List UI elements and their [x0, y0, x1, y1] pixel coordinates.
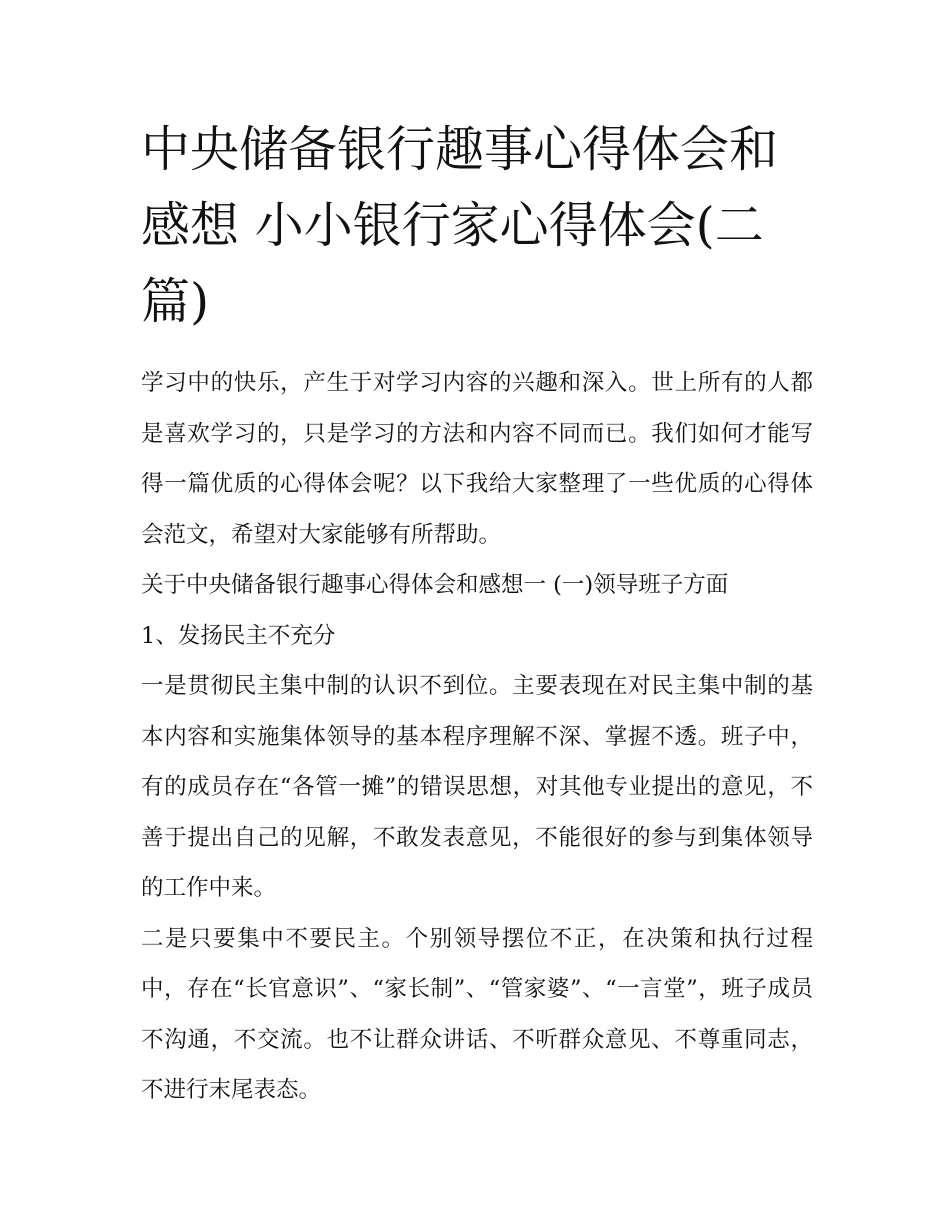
- paragraph-point-two: 二是只要集中不要民主。个别领导摆位不正，在决策和执行过程中，存在“长官意识”、“家长制”、“管家婆”、“一言堂”，班子成员不沟通，不交流。也不让群众讲话、不听群众意见、不尊重同志，不进行末尾表态。: [141, 925, 813, 1103]
- paragraph-subheading: 1、发扬民主不充分: [141, 622, 336, 649]
- paragraph-section-heading: 关于中央储备银行趣事心得体会和感想一 (一)领导班子方面: [141, 572, 729, 598]
- paragraph-intro: 学习中的快乐，产生于对学习内容的兴趣和深入。世上所有的人都是喜欢学习的，只是学习的方法和内容不同而已。我们如何才能写得一篇优质的心得体会呢？以下我给大家整理了一些优质的心得体会范文，希望对大家能够有所帮助。: [141, 370, 813, 548]
- paragraph-point-one: 一是贯彻民主集中制的认识不到位。主要表现在对民主集中制的基本内容和实施集体领导的基本程序理解不深、掌握不透。班子中，有的成员存在“各管一摊”的错误思想，对其他专业提出的意见，不善于提出自己的见解，不敢发表意见，不能很好的参与到集体领导的工作中来。: [141, 673, 813, 901]
- document-title: 中央储备银行趣事心得体会和感想 小小银行家心得体会(二篇): [141, 121, 779, 330]
- document-body: [141, 112, 813, 1116]
